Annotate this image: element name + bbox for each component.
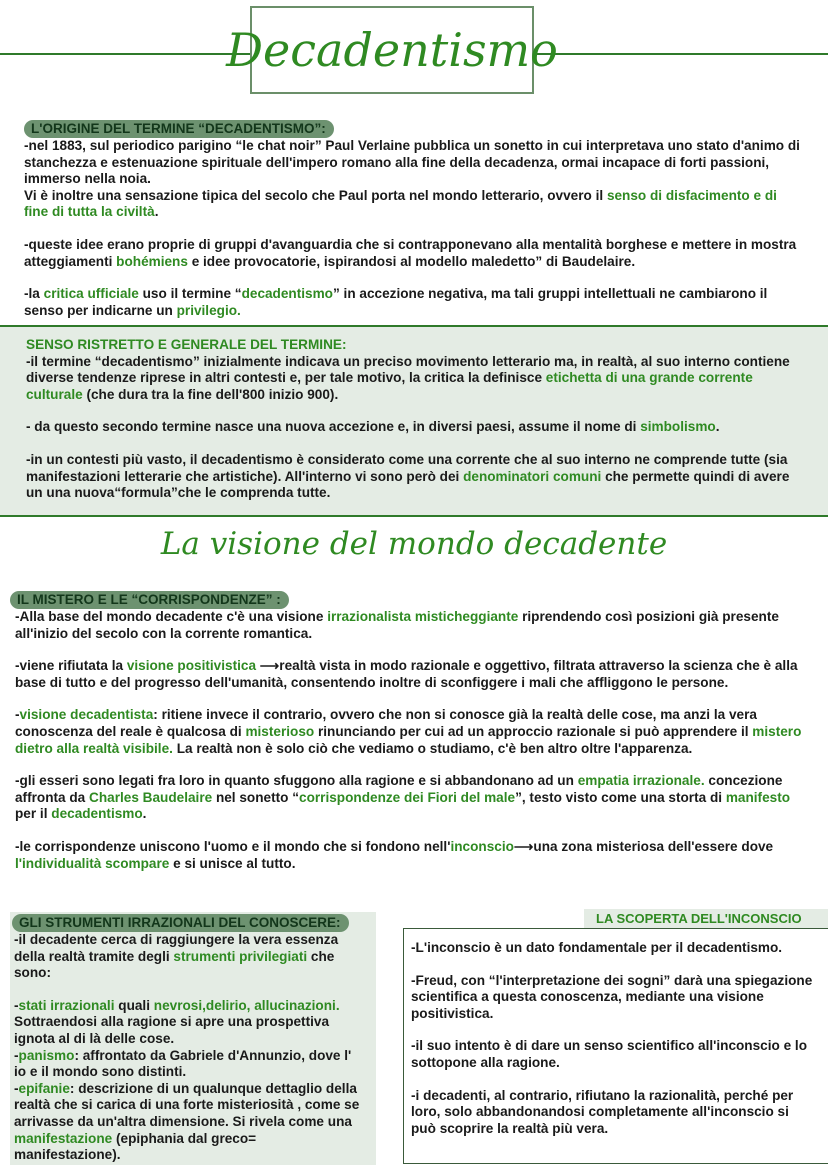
- origin-p3: -queste idee erano proprie di gruppi d'avanguardia che si contrapponevano alla mentalità borghese e mettere in mostra atteggiamenti bohémiens e idee provocatorie, ispirandosi al modello maledetto” di Baudelaire.: [24, 236, 797, 269]
- page-title: Decadentismo: [226, 23, 558, 77]
- section-origin: [24, 120, 804, 319]
- origin-p2: Vi è inoltre una sensazione tipica del secolo che Paul porta nel mondo letterario, ovvero il senso di disfacimento e di fine di tutta la civiltà.: [24, 187, 777, 220]
- mystery-p2: -viene rifiutata la visione positivistica ⟶realtà vista in modo razionale e oggettivo, filtrata attraverso la scienza che è alla base di tutto e del progresso dell'umanità, consentendo inoltre di sconfiggere i mali che affliggono le persone.: [15, 658, 798, 690]
- section-origin-heading: L'ORIGINE DEL TERMINE “DECADENTISMO”:: [24, 120, 334, 138]
- section-sense-heading: SENSO RISTRETTO E GENERALE DEL TERMINE:: [26, 337, 347, 352]
- unconscious-p3: -il suo intento è di dare un senso scientifico all'inconscio e lo sottopone alla ragione.: [411, 1038, 808, 1070]
- section-unconscious: [403, 928, 828, 1164]
- section-unconscious-body: [411, 940, 816, 1137]
- unconscious-p4: -i decadenti, al contrario, rifiutano la razionalità, perché per loro, solo abbandonandosi completamente all'inconscio si può scoprire la realtà più vera.: [411, 1087, 794, 1136]
- section-mystery-heading: IL MISTERO E LE “CORRISPONDENZE” :: [10, 591, 289, 609]
- section-tools: [10, 912, 376, 1165]
- title-box: [226, 6, 558, 94]
- title-line-left: [0, 53, 252, 55]
- tools-p3: -panismo: affrontato da Gabriele d'Annunzio, dove l' io e il mondo sono distinti.: [14, 1047, 352, 1080]
- section-mystery-body: [10, 609, 810, 872]
- sense-p1: -il termine “decadentismo” inizialmente indicava un preciso movimento letterario ma, in realtà, al suo interno contiene diverse tendenze riprese in altri contesti e, per tale motivo, la critica la definisce etichetta di una grande corrente culturale (che dura tra la fine dell'800 inizio 900).: [26, 353, 790, 402]
- mystery-p4: -gli esseri sono legati fra loro in quanto sfuggono alla ragione e si abbandonano ad un empatia irrazionale. concezione affronta da Charles Baudelaire nel sonetto “corrispondenze dei Fiori del male”, testo visto come una storta di manifesto per il decadentismo.: [15, 773, 791, 822]
- unconscious-p1: -L'inconscio è un dato fondamentale per il decadentismo.: [411, 940, 783, 955]
- mystery-p1: -Alla base del mondo decadente c'è una visione irrazionalista misticheggiante riprendendo così posizioni già presente all'inizio del secolo con la corrente romantica.: [15, 609, 779, 641]
- title-line-right: [536, 53, 828, 55]
- section-tools-heading: GLI STRUMENTI IRRAZIONALI DEL CONOSCERE:: [12, 914, 349, 932]
- unconscious-p2: -Freud, con “l'interpretazione dei sogni” darà una spiegazione scientifica a questa conoscenza, mediante una visione positivistica.: [411, 972, 813, 1021]
- mystery-p3: -visione decadentista: ritiene invece il contrario, ovvero che non si conosce già la realtà delle cose, ma anzi la vera conoscenza del reale è qualcosa di misterioso rinunciando per cui ad un approccio razionale si può apprendere il mistero dietro alla realtà visibile. La realtà non è solo ciò che vediamo o studiamo, c'è ben altro oltre l'apparenza.: [15, 707, 802, 756]
- section-sense: [0, 327, 828, 515]
- tools-p1: -il decadente cerca di raggiungere la vera essenza della realtà tramite degli strumenti privilegiati che sono:: [14, 932, 339, 981]
- section-origin-body: [24, 138, 804, 319]
- tools-p2: -stati irrazionali quali nevrosi,delirio, allucinazioni. Sottraendosi alla ragione si apre una prospettiva ignota al di là delle cose.: [14, 997, 340, 1046]
- sense-p2: - da questo secondo termine nasce una nuova accezione e, in diversi paesi, assume il nome di simbolismo.: [26, 419, 720, 435]
- section-sense-body: [26, 354, 796, 502]
- subtitle: La visione del mondo decadente: [160, 526, 668, 562]
- arrow-icon: ⟶: [513, 838, 534, 854]
- mystery-p5: -le corrispondenze uniscono l'uomo e il mondo che si fondono nell'inconscio⟶una zona misteriosa dell'essere dove l'individualità scompare e si unisce al tutto.: [15, 838, 774, 871]
- section-mystery: [10, 591, 810, 872]
- arrow-icon: ⟶: [259, 658, 280, 674]
- section-unconscious-heading: LA SCOPERTA DELL'INCONSCIO: [584, 909, 828, 928]
- origin-p4: -la critica ufficiale uso il termine “decadentismo” in accezione negativa, ma tali gruppi intellettuali ne cambiarono il senso per indicarne un privilegio.: [24, 286, 768, 318]
- section-tools-body: [14, 932, 366, 1164]
- sense-p3: -in un contesti più vasto, il decadentismo è considerato come una corrente che al suo interno ne comprende tutte (sia manifestazioni letterarie che artistiche). All'interno vi sono però dei denominatori comuni che permette quindi di avere un una nuova“formula”che le comprenda tutte.: [26, 451, 790, 501]
- origin-p1: -nel 1883, sul periodico parigino “le chat noir” Paul Verlaine pubblica un sonetto in cui interpretava uno stato d'animo di stanchezza e estenuazione spirituale dell'impero romano alla fine della decadenza, ormai incapace di forti passioni, immerso nella noia.: [24, 138, 800, 187]
- section-sense-bottom-line: [0, 515, 828, 517]
- tools-p4: -epifanie: descrizione di un qualunque dettaglio della realtà che si carica di una forte misteriosità , come se arrivasse da un'altra dimensione. Si rivela come una manifestazione (epiphania dal greco= manifestazione).: [14, 1080, 360, 1163]
